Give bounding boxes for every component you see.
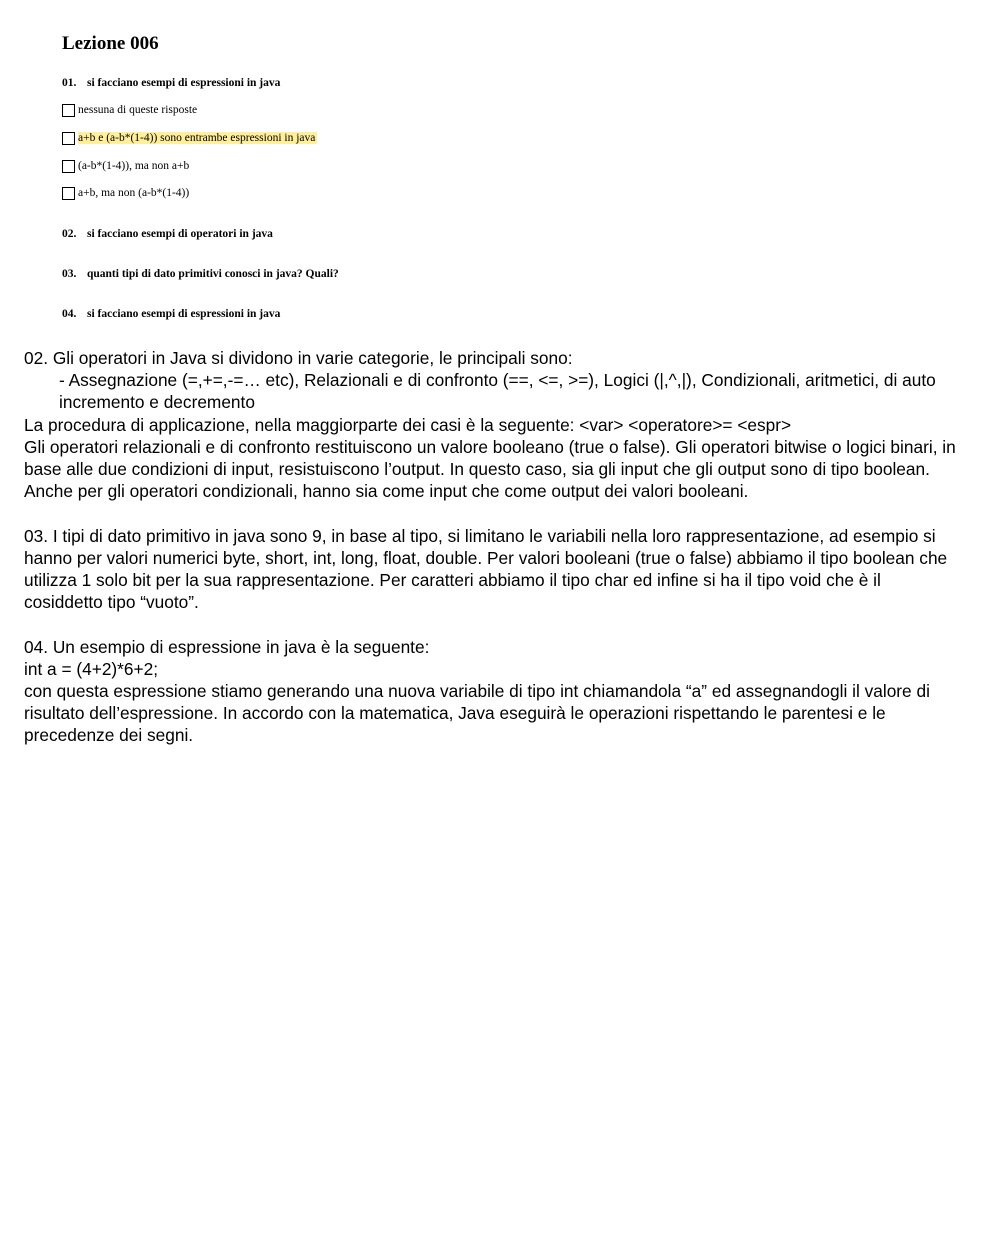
question-4-text: si facciano esempi di espressioni in java xyxy=(87,308,281,320)
answer-02-conditional: Anche per gli operatori condizionali, hanno sia come input che come output dei valori booleani. xyxy=(24,481,749,502)
spacer xyxy=(24,502,964,524)
question-4-number: 04. xyxy=(62,308,77,320)
question-1-option-4[interactable] xyxy=(62,185,189,201)
question-3-number: 03. xyxy=(62,268,77,280)
question-1-option-3[interactable] xyxy=(62,158,189,174)
checkbox[interactable] xyxy=(62,187,75,200)
question-1-number: 01. xyxy=(62,77,77,89)
checkbox[interactable] xyxy=(62,160,75,173)
question-3-title xyxy=(62,268,339,280)
checkbox[interactable] xyxy=(62,104,75,117)
question-1-title xyxy=(62,77,280,89)
answer-02-intro: 02. Gli operatori in Java si dividono in varie categorie, le principali sono: xyxy=(24,348,573,368)
checkbox[interactable] xyxy=(62,132,75,145)
answer-02-relational: Gli operatori relazionali e di confronto restituiscono un valore booleano (true o false). Gli operatori bitwise o logici binari, in base alle due condizioni di input, resistuiscono l’output. In questo caso, sia gli input che gli output sono di tipo boolean. xyxy=(24,436,956,480)
question-2-number: 02. xyxy=(62,228,77,240)
answer-04-code: int a = (4+2)*6+2; xyxy=(24,658,159,679)
answer-04-explanation: con questa espressione stiamo generando una nuova variabile di tipo int chiamandola “a” ed assegnandogli il valore di risultato dell’espressione. In accordo con la matematica, Java eseguirà le operazioni rispettando le parentesi e le precedenze dei segni. xyxy=(24,681,930,746)
option-label: a+b, ma non (a-b*(1-4)) xyxy=(78,187,190,199)
answer-02-list-item: - Assegnazione (=,+=,-=… etc), Relazionali e di confronto (==, <=, >=), Logici (|,^,|), Condizionali, aritmetici, di auto incremento e decremento xyxy=(59,370,936,413)
option-label-highlighted: a+b e (a-b*(1-4)) sono entrambe espressioni in java xyxy=(78,132,316,144)
question-2-text: si facciano esempi di operatori in java xyxy=(87,228,273,240)
answer-03: 03. I tipi di dato primitivo in java sono 9, in base al tipo, si limitano le variabili nella loro rappresentazione, ad esempio si hanno per valori numerici byte, short, int, long, float, double. Per valori booleani (true o false) abbiamo il tipo boolean che utilizza 1 solo bit per la sua rappresentazione. Per caratteri abbiamo il tipo char ed infine si ha il tipo void che è il cosiddetto tipo “vuoto”. xyxy=(24,525,948,613)
spacer xyxy=(24,613,964,635)
lesson-title: Lezione 006 xyxy=(62,33,159,54)
question-1-text: si facciano esempi di espressioni in java xyxy=(87,77,281,89)
answers-section xyxy=(24,347,964,747)
question-3-text: quanti tipi di dato primitivi conosci in java? Quali? xyxy=(87,268,339,280)
question-1-option-2[interactable] xyxy=(62,130,317,146)
answer-04-intro: 04. Un esempio di espressione in java è la seguente: xyxy=(24,636,430,657)
question-1-option-1[interactable] xyxy=(62,102,197,118)
option-label: (a-b*(1-4)), ma non a+b xyxy=(78,160,190,172)
option-label: nessuna di queste risposte xyxy=(78,104,198,116)
question-2-title xyxy=(62,228,273,240)
question-4-title xyxy=(62,308,280,320)
answer-02-procedure: La procedura di applicazione, nella maggiorparte dei casi è la seguente: <var> <operatore>= <espr> xyxy=(24,414,792,435)
